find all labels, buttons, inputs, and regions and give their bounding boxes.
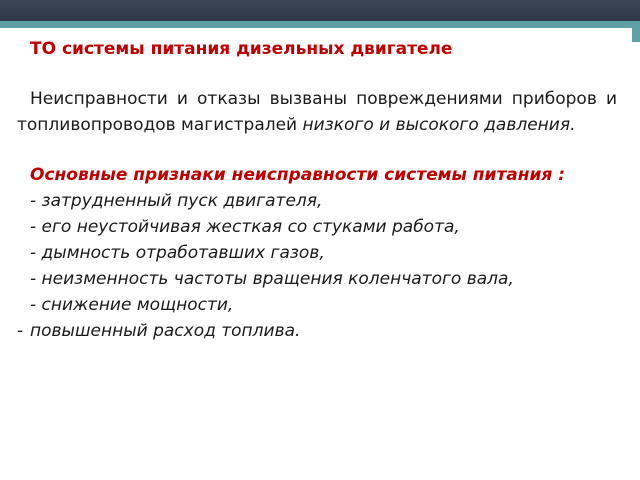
slide-title: ТО системы питания дизельных двигателе [30,39,453,59]
list-item [17,292,617,318]
side-decor-bar [632,28,640,42]
intro-paragraph [17,86,617,138]
symptom-text: - затрудненный пуск двигателя, [30,191,323,211]
symptom-text: - снижение мощности, [30,295,234,315]
symptom-text: - его неустойчивая жесткая со стуками работа, [30,217,460,237]
list-item [17,188,617,214]
list-item [17,214,617,240]
intro-text-italic: низкого и высокого давления. [302,115,576,135]
top-decor-bar [0,0,640,21]
symptom-text: - неизменность частоты вращения коленчатого вала, [30,269,514,289]
symptoms-list [17,188,617,344]
symptoms-heading [17,164,617,186]
symptoms-heading-text: Основные признаки неисправности системы питания : [30,165,566,185]
symptom-text: повышенный расход топлива. [30,321,301,341]
list-item [17,318,617,344]
intro-text-plain: Неисправности и отказы вызваны повреждениями приборов и топливопроводов магистралей [17,89,617,135]
symptom-text: - дымность отработавших газов, [30,243,325,263]
bullet-mark: - [17,321,24,341]
list-item [17,240,617,266]
list-item [17,266,617,292]
slide-content [17,38,617,344]
accent-decor-bar [0,21,640,28]
